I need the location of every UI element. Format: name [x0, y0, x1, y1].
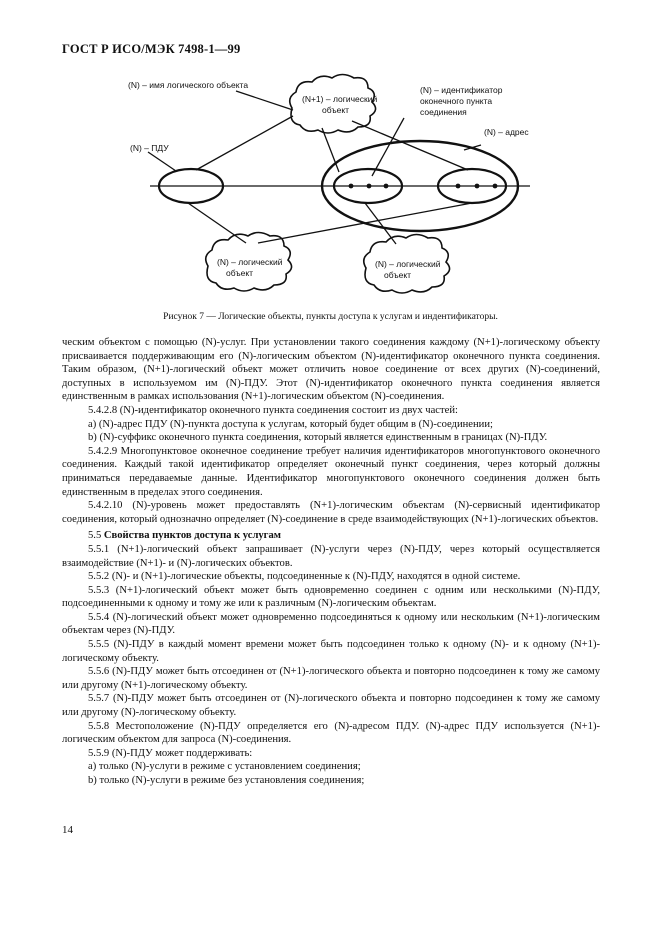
paragraph: 5.4.2.9 Многопунктовое оконечное соединение требует наличия идентификаторов многопунктового оконечного соединения. Каждый такой идентификатор определяет оконечный пункт соединения, через который должны приниматься передаваемые данные. Идентификатор многопунктового оконечного соединения должен быть единственным в пределах этого соединения. [62, 445, 600, 498]
list-item: а) только (N)-услуги в режиме с установлением соединения; [88, 761, 361, 773]
cloud-right-label-line1: (N) – логический [375, 259, 441, 269]
paragraph: ческим объектом с помощью (N)-услуг. При установлении такого соединения каждому (N+1)-логическому объекту присваивается поддерживающим его (N)-логическим объектом (N)-идентификатор оконечного пункта соединения. Таким образом, (N+1)-логический объект может отличить новое соединение от всех других (N)-соединений, доступных в используемом им (N)-ПДУ. Этот (N)-идентификатор оконечного пункта соединения является единственным в рамках использования (N+1)-логическим объектом (N)-соединения. [62, 337, 600, 403]
figure-7-diagram [0, 0, 661, 300]
paragraph: 5.5.9 (N)-ПДУ может поддерживать: [88, 747, 253, 759]
n-name-label: (N) – имя логического объекта [128, 80, 249, 90]
section-number: 5.5 [88, 530, 102, 542]
paragraph: 5.5.1 (N+1)-логический объект запрашивает (N)-услуги через (N)-ПДУ, через который осуществляется взаимодействие (N+1)- и (N)-логических объектов. [62, 543, 600, 569]
cloud-left-label-line2: объект [226, 268, 254, 278]
cep-id-label-line1: (N) – идентификатор [420, 85, 503, 95]
paragraph: 5.5.3 (N+1)-логический объект может быть одновременно соединен с одним или несколькими (N)-ПДУ, подсоединенными к одному и тому же или к различным (N)-логическим объектам. [62, 584, 600, 610]
n1-entity-label-line1: (N+1) – логический [302, 94, 378, 104]
list-item: а) (N)-адрес ПДУ (N)-пункта доступа к услугам, который будет общим в (N)-соединении; [88, 418, 493, 430]
body-text [62, 336, 600, 788]
paragraph: 5.4.2.10 (N)-уровень может предоставлять (N+1)-логическим объектам (N)-сервисный идентификатор соединения, который однозначно определяет (N)-соединение в среде взаимодействующих (N+1)-логических объектов. [62, 500, 600, 525]
n1-entity-label-line2: объект [322, 105, 350, 115]
section-heading [62, 529, 600, 543]
n-sap-label: (N) – ПДУ [130, 143, 169, 153]
cep-id-label-line2: оконечного пункта [420, 96, 493, 106]
figure-caption: Рисунок 7 — Логические объекты, пункты доступа к услугам и индентификаторы. [163, 312, 498, 322]
section-title: Свойства пунктов доступа к услугам [103, 530, 282, 542]
list-item: b) (N)-суффикс оконечного пункта соединения, который является единственным в границах (N)-ПДУ. [88, 432, 548, 444]
paragraph: 5.5.2 (N)- и (N+1)-логические объекты, подсоединенные к (N)-ПДУ, находятся в одной системе. [88, 571, 521, 583]
n-address-label: (N) – адрес [484, 127, 529, 137]
document-header: ГОСТ Р ИСО/МЭК 7498-1—99 [62, 42, 241, 56]
page-number: 14 [62, 824, 73, 836]
paragraph: 5.4.2.8 (N)-идентификатор оконечного пункта соединения состоит из двух частей: [88, 404, 458, 416]
paragraph: 5.5.8 Местоположение (N)-ПДУ определяется его (N)-адресом ПДУ. (N)-адрес ПДУ используется (N+1)-логическим объектом для запроса (N)-соединения. [62, 720, 600, 746]
paragraph: 5.5.7 (N)-ПДУ может быть отсоединен от (N)-логического объекта и повторно подсоединен к тому же самому или другому (N)-логическому объекту. [62, 693, 600, 719]
paragraph: 5.5.6 (N)-ПДУ может быть отсоединен от (N+1)-логического объекта и повторно подсоединен к тому же самому или другому (N+1)-логическому объекту. [62, 666, 600, 691]
paragraph: 5.5.5 (N)-ПДУ в каждый момент времени может быть подсоединен только к одному (N)- и к одному (N+1)-логическому объекту. [62, 639, 600, 664]
cloud-left-label-line1: (N) – логический [217, 257, 283, 267]
cep-id-label-line3: соединения [420, 107, 467, 117]
paragraph: 5.5.4 (N)-логический объект может одновременно подсоединяться к одному или нескольким (N+1)-логическим объектам через (N)-ПДУ. [62, 611, 600, 637]
list-item: b) только (N)-услуги в режиме без установления соединения; [88, 775, 365, 786]
cloud-right-label-line2: объект [384, 270, 412, 280]
